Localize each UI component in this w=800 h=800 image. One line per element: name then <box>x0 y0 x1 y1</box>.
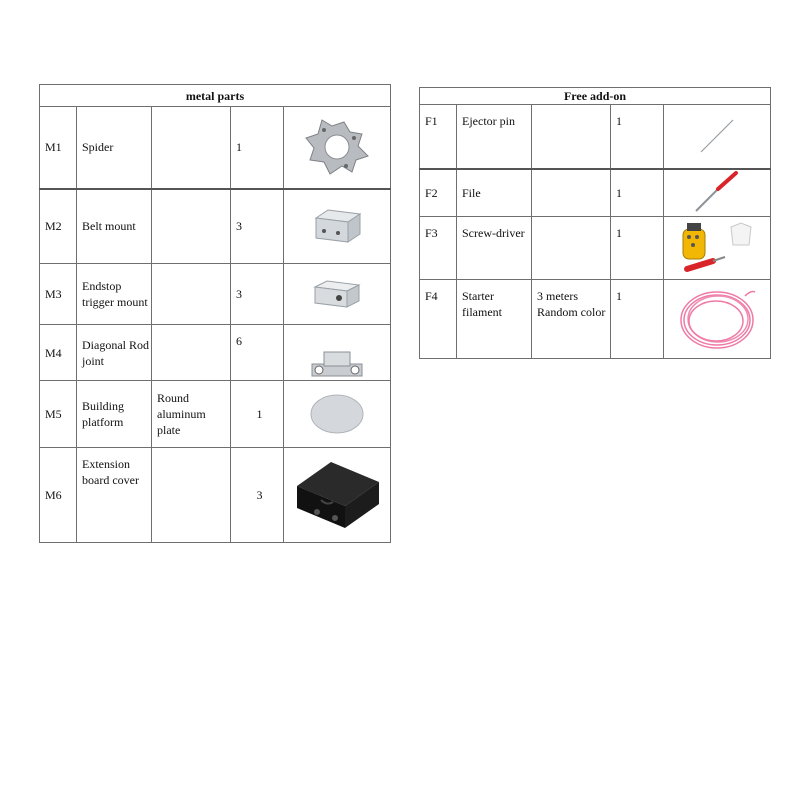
part-name: Extension board cover <box>77 448 152 543</box>
addon-note <box>532 105 611 169</box>
spider-plate-icon <box>302 116 372 178</box>
board-cover-icon <box>291 456 383 534</box>
belt-mount-block-icon <box>310 206 364 246</box>
rod-joint-icon <box>310 350 364 378</box>
endstop-mount-block-icon <box>311 277 363 311</box>
part-qty: 3 <box>231 264 284 325</box>
addon-qty: 1 <box>611 280 664 359</box>
part-qty: 3 <box>231 448 284 543</box>
filament-coil-icon <box>675 286 759 352</box>
screwdriver-set-icon <box>677 219 757 277</box>
addon-note <box>532 217 611 280</box>
ejector-pin-icon <box>697 116 737 156</box>
metal-parts-title: metal parts <box>40 85 391 107</box>
free-addon-title: Free add-on <box>420 88 771 105</box>
part-note <box>152 107 231 189</box>
part-qty: 1 <box>231 381 284 448</box>
part-code: M1 <box>40 107 77 189</box>
part-code: M6 <box>40 448 77 543</box>
addon-code: F4 <box>420 280 457 359</box>
part-name: Spider <box>77 107 152 189</box>
part-qty: 3 <box>231 189 284 264</box>
round-plate-icon <box>309 393 365 435</box>
addon-qty: 1 <box>611 169 664 217</box>
part-qty: 6 <box>231 325 284 381</box>
addon-note: 3 meters Random color <box>532 280 611 359</box>
part-name: Diagonal Rod joint <box>77 325 152 381</box>
part-code: M3 <box>40 264 77 325</box>
part-note: Round aluminum plate <box>152 381 231 448</box>
free-addon-table <box>419 87 771 359</box>
part-name: Building platform <box>77 381 152 448</box>
part-note <box>152 189 231 264</box>
addon-code: F1 <box>420 105 457 169</box>
part-name: Endstop trigger mount <box>77 264 152 325</box>
metal-parts-table <box>39 84 391 543</box>
part-code: M2 <box>40 189 77 264</box>
addon-note <box>532 169 611 217</box>
addon-code: F2 <box>420 169 457 217</box>
addon-code: F3 <box>420 217 457 280</box>
addon-name: Screw-driver <box>457 217 532 280</box>
part-qty: 1 <box>231 107 284 189</box>
addon-name: File <box>457 169 532 217</box>
addon-qty: 1 <box>611 105 664 169</box>
addon-name: Ejector pin <box>457 105 532 169</box>
file-tool-icon <box>692 171 742 215</box>
addon-qty: 1 <box>611 217 664 280</box>
addon-name: Starter filament <box>457 280 532 359</box>
part-note <box>152 325 231 381</box>
part-name: Belt mount <box>77 189 152 264</box>
part-code: M4 <box>40 325 77 381</box>
part-note <box>152 264 231 325</box>
part-note <box>152 448 231 543</box>
part-code: M5 <box>40 381 77 448</box>
